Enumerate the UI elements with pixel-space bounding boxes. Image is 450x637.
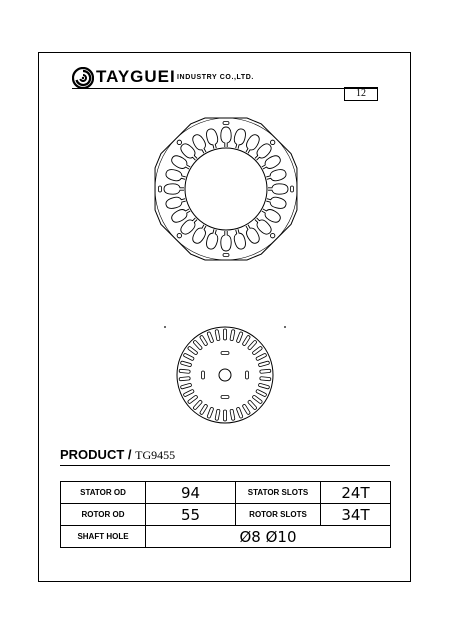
product-label: PRODUCT /	[60, 447, 132, 462]
stator-slot-shape	[221, 127, 231, 147]
stator-slot-shape	[205, 228, 220, 250]
product-code: TG9455	[135, 448, 176, 462]
rotor-slot-shape	[223, 329, 226, 340]
spiral-logo-icon	[72, 67, 94, 89]
rotor-slot	[230, 409, 235, 420]
rotor-lamination-drawing	[160, 320, 290, 430]
rotor-slot	[207, 332, 214, 343]
rotor-slot	[187, 346, 198, 355]
rotor-slot	[260, 369, 271, 373]
rotor-slot	[183, 389, 194, 397]
stator-slot	[205, 228, 220, 250]
stator-weld-notch	[223, 254, 229, 257]
rotor-slot	[258, 361, 269, 367]
rotor-slot	[247, 400, 257, 410]
rotor-slot-shape	[247, 400, 257, 410]
rotor-slot	[236, 332, 243, 343]
stator-od-label: STATOR OD	[61, 482, 146, 504]
stator-slot-shape	[165, 195, 187, 210]
rotor-slot	[223, 410, 226, 421]
stator-slot	[268, 184, 288, 194]
rotor-slot	[256, 353, 267, 361]
rotor-slot	[252, 346, 263, 355]
rotor-slot	[230, 329, 235, 340]
rotor-slot-shape	[199, 335, 208, 346]
page-number: 12	[344, 87, 378, 101]
rotor-slot	[199, 335, 208, 346]
company-suffix: INDUSTRY CO.,LTD.	[177, 74, 254, 81]
shaft-hole-label: SHAFT HOLE	[61, 526, 146, 548]
stator-slots-label: STATOR SLOTS	[236, 482, 321, 504]
stator-slot	[221, 127, 231, 147]
stator-slot	[265, 195, 287, 210]
rotor-slot	[207, 407, 214, 418]
rotor-slot-shape	[230, 409, 235, 420]
rotor-slot	[183, 353, 194, 361]
product-rule	[60, 465, 390, 466]
rotor-slot-shape	[236, 407, 243, 418]
shaft-hole-value: Ø8 Ø10	[146, 526, 391, 548]
stator-od-value: 94	[146, 482, 236, 504]
product-heading	[60, 447, 175, 463]
table-row	[61, 504, 391, 526]
stator-slot	[232, 128, 247, 150]
rotor-slot-shape	[242, 404, 251, 415]
rotor-slot-shape	[179, 369, 190, 373]
rotor-slot-shape	[187, 346, 198, 355]
spec-table	[60, 481, 391, 548]
stator-mount-hole	[270, 140, 274, 144]
rotor-slot-shape	[256, 353, 267, 361]
rotor-slots-value: 34T	[321, 504, 391, 526]
stator-slot-shape	[165, 168, 187, 183]
rotor-marker-dot	[164, 326, 166, 328]
rotor-slot-shape	[207, 407, 214, 418]
rotor-slot	[193, 340, 203, 350]
stator-slot-shape	[268, 184, 288, 194]
header-rule	[72, 88, 378, 89]
stator-lamination-drawing	[146, 109, 306, 269]
rotor-slot	[215, 329, 220, 340]
rotor-slot-shape	[183, 353, 194, 361]
table-row	[61, 526, 391, 548]
stator-bore	[185, 148, 267, 230]
rotor-od-value: 55	[146, 504, 236, 526]
rotor-slot-shape	[258, 383, 269, 389]
rotor-slot-shape	[183, 389, 194, 397]
stator-slot	[221, 231, 231, 251]
rotor-slot-shape	[207, 332, 214, 343]
stator-slot-shape	[232, 228, 247, 250]
rotor-slot-shape	[260, 377, 271, 381]
shaft-hole	[219, 369, 231, 381]
rotor-slots-label: ROTOR SLOTS	[236, 504, 321, 526]
stator-slots-value: 24T	[321, 482, 391, 504]
rotor-slot-shape	[252, 346, 263, 355]
stator-slot	[205, 128, 220, 150]
rotor-slot	[179, 369, 190, 373]
rotor-slot-shape	[193, 340, 203, 350]
stator-slot-shape	[265, 168, 287, 183]
rotor-slot	[236, 407, 243, 418]
rotor-slot-shape	[236, 332, 243, 343]
rotor-slot	[242, 335, 251, 346]
stator-outline	[155, 118, 297, 260]
stator-slot	[165, 168, 187, 183]
stator-slot	[164, 184, 184, 194]
rotor-vent-slot	[221, 396, 229, 399]
stator-weld-notch	[159, 186, 162, 192]
stator-slot	[232, 228, 247, 250]
rotor-slot	[258, 383, 269, 389]
brand-name: TAYGUEI	[96, 67, 176, 86]
stator-slot-shape	[232, 128, 247, 150]
rotor-slot-shape	[179, 377, 190, 381]
rotor-slot	[247, 340, 257, 350]
stator-mount-hole	[270, 233, 274, 237]
rotor-slot-shape	[180, 361, 191, 367]
rotor-slot-shape	[242, 335, 251, 346]
rotor-slot-shape	[260, 369, 271, 373]
rotor-od-label: ROTOR OD	[61, 504, 146, 526]
rotor-marker-dot	[284, 326, 286, 328]
stator-slot	[165, 195, 187, 210]
rotor-slot	[193, 400, 203, 410]
rotor-slot	[187, 395, 198, 404]
rotor-slot	[223, 329, 226, 340]
rotor-slot-shape	[193, 400, 203, 410]
rotor-slot	[180, 361, 191, 367]
rotor-slot	[260, 377, 271, 381]
stator-slot-shape	[164, 184, 184, 194]
rotor-vent-slot	[202, 371, 205, 379]
rotor-slot-shape	[223, 410, 226, 421]
rotor-slot-shape	[256, 389, 267, 397]
stator-mount-hole	[177, 140, 181, 144]
rotor-slot	[179, 377, 190, 381]
rotor-vent-slot	[221, 352, 229, 355]
rotor-slot-shape	[230, 329, 235, 340]
rotor-slot-shape	[180, 383, 191, 389]
rotor-slot	[252, 395, 263, 404]
stator-weld-notch	[223, 122, 229, 125]
rotor-slot-shape	[187, 395, 198, 404]
rotor-slot-shape	[215, 409, 220, 420]
rotor-slot-shape	[252, 395, 263, 404]
stator-slot	[265, 168, 287, 183]
stator-slot-shape	[265, 195, 287, 210]
stator-slot-shape	[221, 231, 231, 251]
table-row	[61, 482, 391, 504]
rotor-vent-slot	[246, 371, 249, 379]
rotor-slot	[199, 404, 208, 415]
rotor-slot-shape	[247, 340, 257, 350]
stator-slot-shape	[205, 128, 220, 150]
stator-mount-hole	[177, 233, 181, 237]
rotor-slot	[215, 409, 220, 420]
rotor-outline	[177, 327, 273, 423]
rotor-slot	[180, 383, 191, 389]
rotor-slot-shape	[215, 329, 220, 340]
rotor-slot-shape	[258, 361, 269, 367]
rotor-slot	[242, 404, 251, 415]
stator-outer-circle	[155, 118, 297, 260]
rotor-slot	[256, 389, 267, 397]
stator-weld-notch	[291, 186, 294, 192]
rotor-slot-shape	[199, 404, 208, 415]
